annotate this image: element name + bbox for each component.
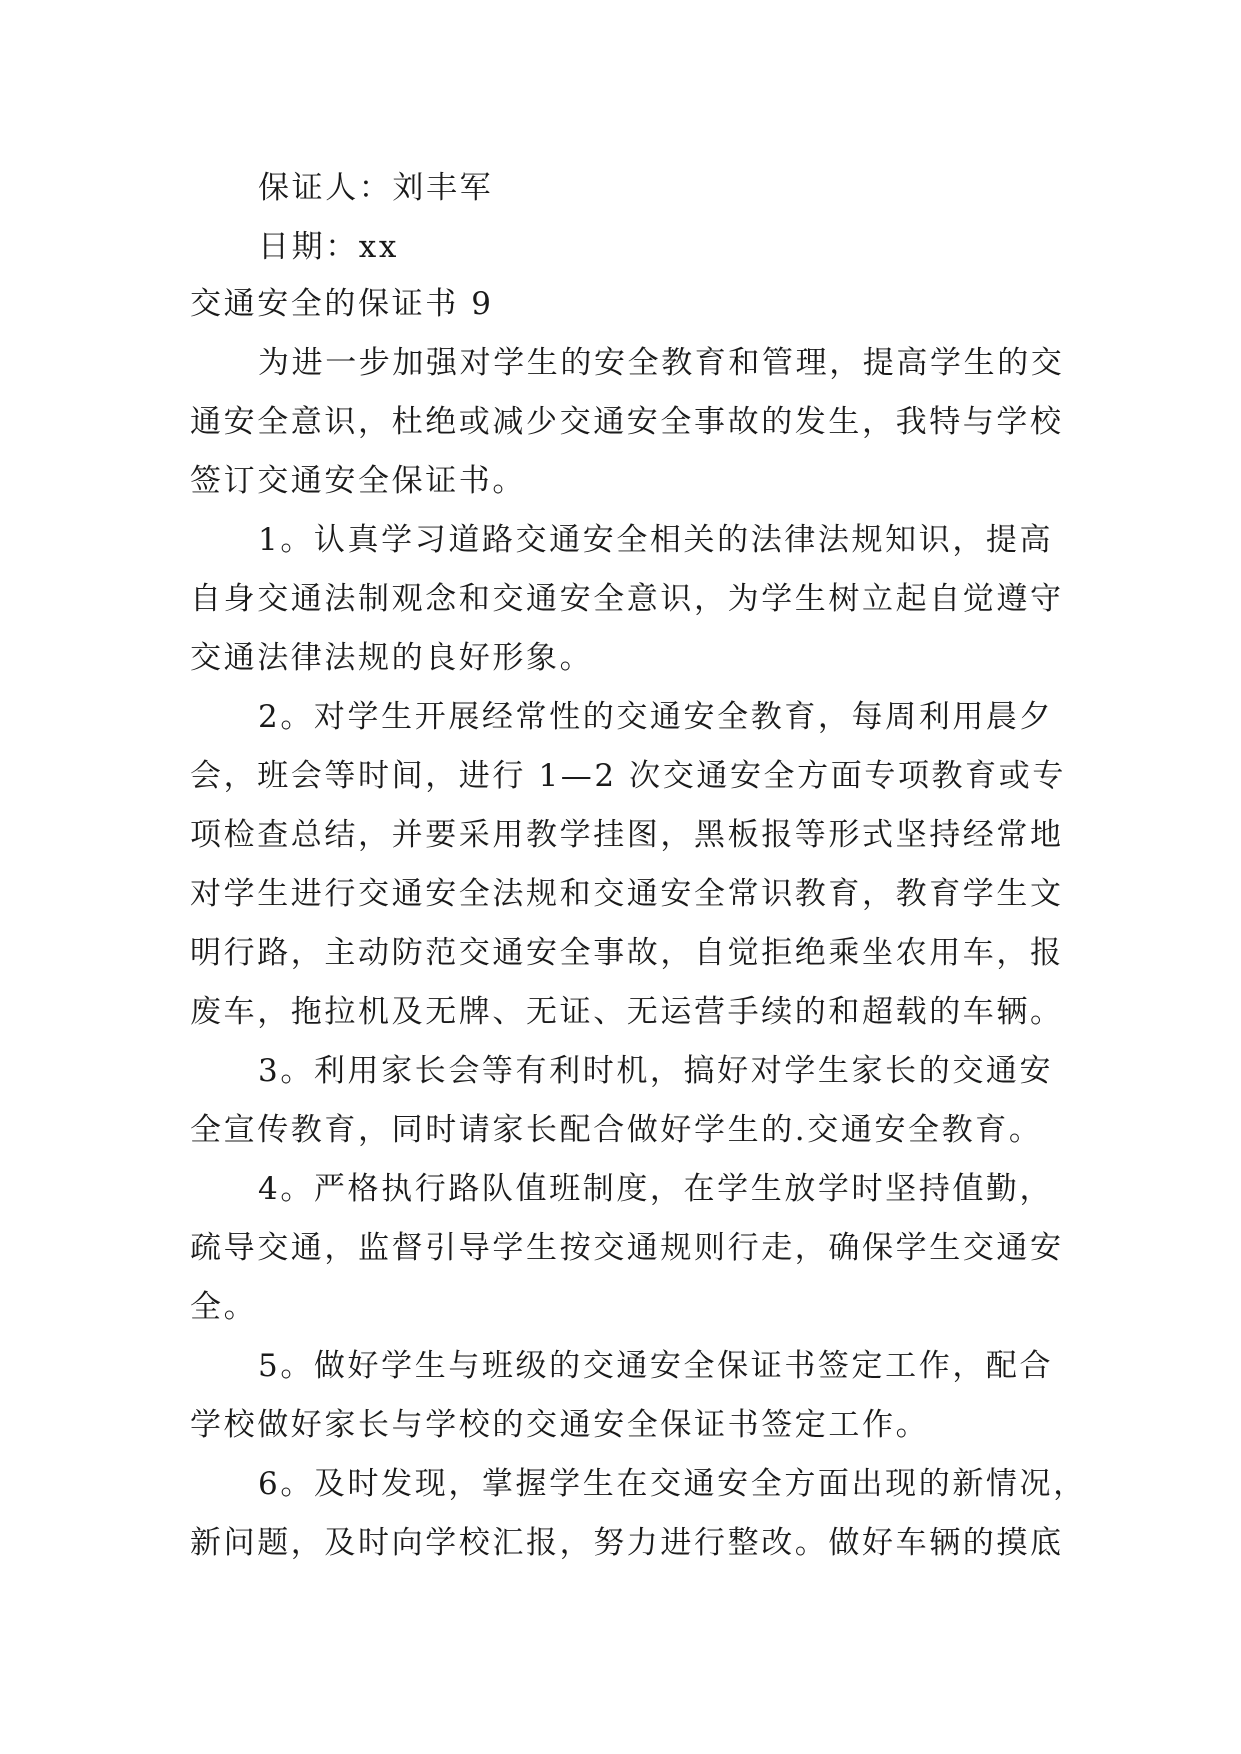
paragraph-line: 对学生进行交通安全法规和交通安全常识教育，教育学生文 <box>190 876 1064 912</box>
paragraph-line: 自身交通法制观念和交通安全意识，为学生树立起自觉遵守 <box>190 581 1064 617</box>
paragraph-line: 2。对学生开展经常性的交通安全教育，每周利用晨夕 <box>258 699 1054 735</box>
paragraph-line: 1。认真学习道路交通安全相关的法律法规知识，提高 <box>258 522 1054 558</box>
paragraph-line: 学校做好家长与学校的交通安全保证书签定工作。 <box>190 1407 930 1443</box>
paragraph-line: 4。严格执行路队值班制度，在学生放学时坚持值勤， <box>258 1171 1054 1207</box>
paragraph-line: 6。及时发现，掌握学生在交通安全方面出现的新情况， <box>258 1466 1087 1502</box>
paragraph-line: 签订交通安全保证书。 <box>190 463 526 499</box>
paragraph-line: 项检查总结，并要采用教学挂图，黑板报等形式坚持经常地 <box>190 817 1064 853</box>
paragraph-line: 疏导交通，监督引导学生按交通规则行走，确保学生交通安 <box>190 1230 1064 1266</box>
paragraph-line: 3。利用家长会等有利时机，搞好对学生家长的交通安 <box>258 1053 1054 1089</box>
paragraph-line: 5。做好学生与班级的交通安全保证书签定工作，配合 <box>258 1348 1054 1384</box>
paragraph-line: 全。 <box>190 1289 258 1325</box>
paragraph-line: 全宣传教育，同时请家长配合做好学生的.交通安全教育。 <box>190 1112 1043 1148</box>
paragraph-line: 交通法律法规的良好形象。 <box>190 640 594 676</box>
paragraph-line: 为进一步加强对学生的安全教育和管理，提高学生的交 <box>258 345 1065 381</box>
paragraph-line: 新问题，及时向学校汇报，努力进行整改。做好车辆的摸底 <box>190 1525 1064 1561</box>
paragraph-line: 废车，拖拉机及无牌、无证、无运营手续的和超载的车辆。 <box>190 994 1064 1030</box>
date-line: 日期：xx <box>258 229 399 265</box>
guarantor-line: 保证人：刘丰军 <box>258 170 494 206</box>
paragraph-line: 通安全意识，杜绝或减少交通安全事故的发生，我特与学校 <box>190 404 1064 440</box>
section-heading: 交通安全的保证书 9 <box>190 286 494 322</box>
paragraph-line: 明行路，主动防范交通安全事故，自觉拒绝乘坐农用车，报 <box>190 935 1064 971</box>
paragraph-line: 会，班会等时间，进行 1—2 次交通安全方面专项教育或专 <box>190 758 1066 794</box>
